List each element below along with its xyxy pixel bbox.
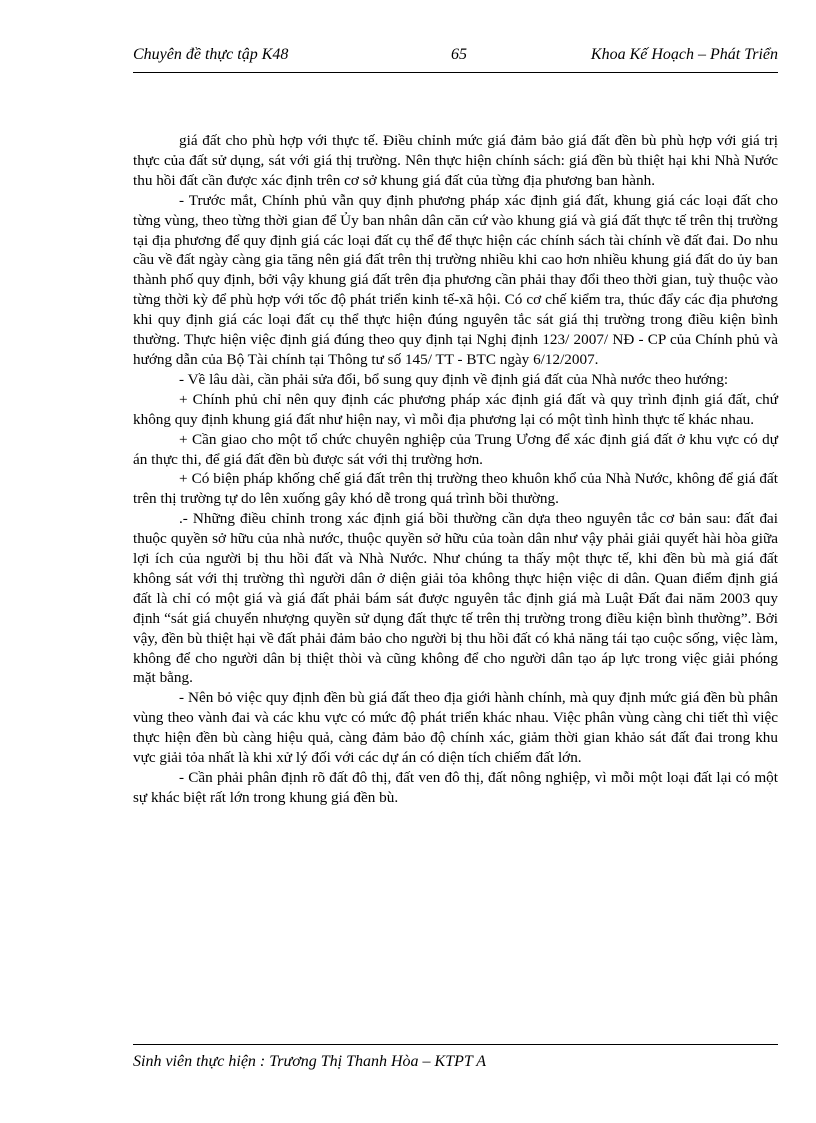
footer-rule	[133, 1044, 778, 1045]
page-header	[133, 46, 778, 70]
page-footer: Sinh viên thực hiện : Trương Thị Thanh Hòa – KTPT A	[133, 1053, 486, 1070]
header-faculty: Khoa Kế Hoạch – Phát Triển	[590, 46, 778, 63]
paragraph-1: giá đất cho phù hợp với thực tế. Điều chỉnh mức giá đảm bảo giá đất đền bù phù hợp với giá trị thực của đất sử dụng, sát với giá thị trường. Nên thực hiện chính sách: giá đền bù thiệt hại khi Nhà Nước thu hồi đất cần được xác định trên cơ sở khung giá đất của từng địa phương ban hành.	[133, 132, 778, 189]
paragraph-6: + Có biện pháp khống chế giá đất trên thị trường theo khuôn khổ của Nhà Nước, không để giá đất trên thị trường tự do lên xuống gây khó dễ trong quá trình bồi thường.	[133, 470, 778, 508]
page-number: 65	[451, 46, 467, 63]
paragraph-4: + Chính phủ chỉ nên quy định các phương pháp xác định giá đất và quy trình định giá đất, chứ không quy định khung giá đất như hiện nay, vì mỗi địa phương lại có một tình hình thực tế khác nhau.	[133, 390, 778, 428]
paragraph-2: - Trước mắt, Chính phủ vẫn quy định phương pháp xác định giá đất, khung giá các loại đất cho từng vùng, theo từng thời gian để Ủy ban nhân dân căn cứ vào khung giá và giá đất thực tế trên thị trường tại địa phương để quy định giá các loại đất cụ thể để thực hiện các chính sách tài chính về đất đai. Do nhu cầu về đất ngày càng gia tăng nên giá đất trên thị trường nhiều khi cao hơn nhiều khung giá đất do ủy ban thành phố quy định, bởi vậy khung giá đất trên địa phương cần phải thay đổi theo thời gian, tuỳ thuộc vào từng thời kỳ để phù hợp với tốc độ phát triển kinh tế-xã hội. Có cơ chế kiểm tra, thúc đẩy các địa phương khi quy định giá các loại đất cụ thể thực hiện đúng nguyên tắc sát giá thị trường trong điều kiện bình thường. Thực hiện việc định giá đúng theo quy định tại Nghị định 123/ 2007/ NĐ - CP của Chính phủ và hướng dẫn của Bộ Tài chính tại Thông tư số 145/ TT - BTC ngày 6/12/2007.	[133, 191, 778, 368]
paragraph-3: - Về lâu dài, cần phải sửa đổi, bổ sung quy định về định giá đất của Nhà nước theo hướng:	[179, 370, 729, 388]
header-course-title: Chuyên đề thực tập K48	[133, 46, 289, 63]
header-rule	[133, 72, 778, 73]
paragraph-9: - Cần phải phân định rõ đất đô thị, đất ven đô thị, đất nông nghiệp, vì mỗi một loại đất lại có một sự khác biệt rất lớn trong khung giá đền bù.	[133, 769, 778, 806]
document-body	[133, 131, 778, 808]
paragraph-8: - Nên bỏ việc quy định đền bù giá đất theo địa giới hành chính, mà quy định mức giá đền bù phân vùng theo vành đai và các khu vực có mức độ phát triển khác nhau. Việc phân vùng càng chi tiết thì việc thực hiện đền bù càng hiệu quả, càng đảm bảo độ chính xác, giảm thời gian khảo sát đất đai trong khu vực giải tỏa nhất là khi xử lý đối với các dự án có diện tích chiếm đất lớn.	[133, 689, 778, 767]
paragraph-5: + Cần giao cho một tổ chức chuyên nghiệp của Trung Ương để xác định giá đất ở khu vực có dự án thực thi, để giá đất đền bù được sát với thị trường hơn.	[133, 430, 778, 468]
paragraph-7: .- Những điều chỉnh trong xác định giá bồi thường cần dựa theo nguyên tắc cơ bản sau: đất đai thuộc quyền sở hữu của nhà nước, thuộc quyền sở hữu của toàn dân như vậy phải giải quyết hài hòa giữa lợi ích của người bị thu hồi đất và Nhà Nước. Như chúng ta thấy một thực tế, khi đền bù mà giá đất không sát với thị trường thì người dân ở diện giải tỏa không thực hiện việc di dân. Quan điểm định giá đất là chỉ có một giá và giá đất phải bám sát được nguyên tắc định giá mà Luật Đất đai năm 2003 quy định “sát giá chuyển nhượng quyền sử dụng đất thực tế trên thị trường trong điều kiện bình thường”. Bởi vậy, đền bù thiệt hại về đất phải đảm bảo cho người bị thu hồi đất có khả năng tái tạo cuộc sống, việc làm, không để cho người dân bị thiệt thòi và cũng không để cho người dân tạo áp lực trong việc giải phóng mặt bằng.	[133, 510, 778, 687]
